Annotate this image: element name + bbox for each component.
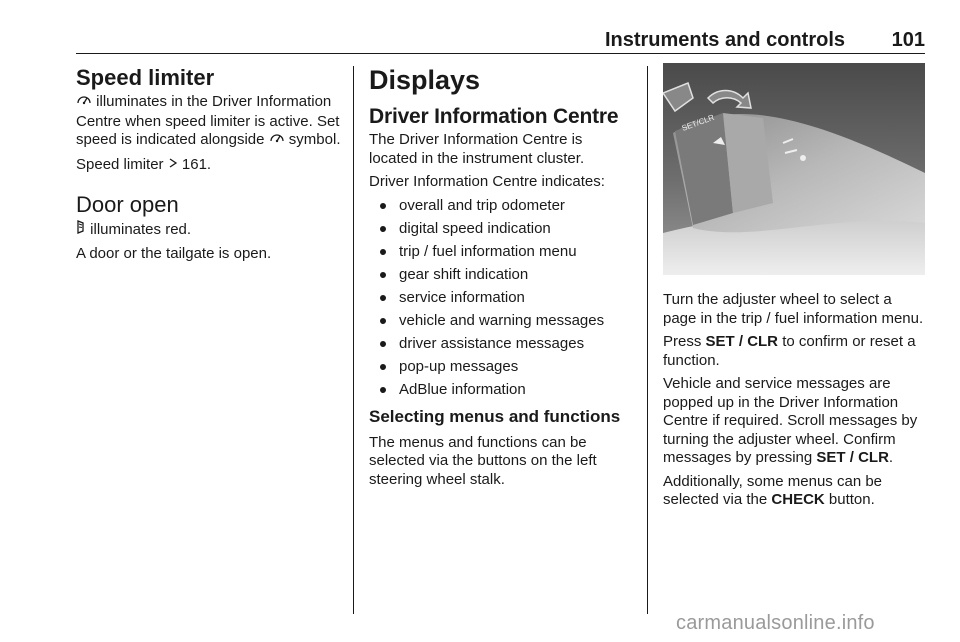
- door-open-icon: [76, 221, 86, 238]
- column-divider-1: [353, 66, 354, 614]
- dic-location: The Driver Information Centre is located in the instrument cluster.: [369, 131, 585, 167]
- adjuster-instruction: Turn the adjuster wheel to select a page in the trip / fuel information menu.: [663, 291, 924, 327]
- page-number: 101: [891, 29, 925, 51]
- door-open-note: A door or the tailgate is open.: [76, 244, 272, 262]
- messages-instruction: Vehicle and service messages are popped up in the Driver Information Centre if required. Scroll messages by turning the adjuster wheel. Confirm messages by pressing SET / CLR.: [663, 375, 918, 466]
- menus-heading: Selecting menus and functions: [369, 406, 621, 426]
- set-clr-button-label: SET/CLR: [680, 112, 716, 133]
- dic-indicates: Driver Information Centre indicates:: [369, 173, 605, 190]
- dic-indications-list: [369, 197, 631, 400]
- list-item: AdBlue information: [369, 381, 631, 400]
- column-right: [663, 63, 925, 515]
- list-item: digital speed indication: [369, 220, 631, 239]
- door-open-description: illuminates red.: [76, 220, 342, 240]
- section-title: Instruments and controls: [604, 29, 845, 51]
- list-item: trip / fuel information menu: [369, 243, 631, 262]
- speed-limiter-reference[interactable]: Speed limiter 161.: [76, 155, 212, 173]
- speed-limiter-heading: Speed limiter: [76, 65, 215, 90]
- set-clr-label: SET / CLR: [816, 449, 889, 466]
- check-label: CHECK: [771, 491, 825, 508]
- speed-limiter-icon: [76, 95, 92, 110]
- menus-description: The menus and functions can be selected via the buttons on the left steering wheel stalk.: [369, 433, 597, 488]
- watermark: carmanualsonline.info: [676, 612, 875, 634]
- list-item: vehicle and warning messages: [369, 312, 631, 331]
- set-clr-instruction: Press SET / CLR to confirm or reset a function.: [663, 333, 916, 369]
- list-item: pop-up messages: [369, 358, 631, 377]
- set-clr-label: SET / CLR: [705, 333, 779, 350]
- steering-wheel-stalk-illustration: [663, 63, 925, 275]
- page-header: [76, 27, 925, 54]
- check-instruction: Additionally, some menus can be selected via the CHECK button.: [663, 472, 883, 508]
- speed-limiter-description: illuminates in the Driver Information Centre when speed limiter is active. Set speed is indicated alongside symbol.: [76, 93, 341, 148]
- list-item: gear shift indication: [369, 266, 631, 285]
- column-left: [76, 63, 342, 268]
- dic-heading: Driver Information Centre: [369, 105, 619, 128]
- door-open-heading: Door open: [76, 192, 179, 217]
- speed-limiter-icon: [269, 133, 285, 148]
- column-divider-2: [647, 66, 648, 614]
- list-item: service information: [369, 289, 631, 308]
- list-item: overall and trip odometer: [369, 197, 631, 216]
- page-ref-arrow-icon: [168, 156, 178, 173]
- column-middle: [369, 63, 631, 494]
- displays-heading: Displays: [369, 65, 481, 95]
- list-item: driver assistance messages: [369, 335, 631, 354]
